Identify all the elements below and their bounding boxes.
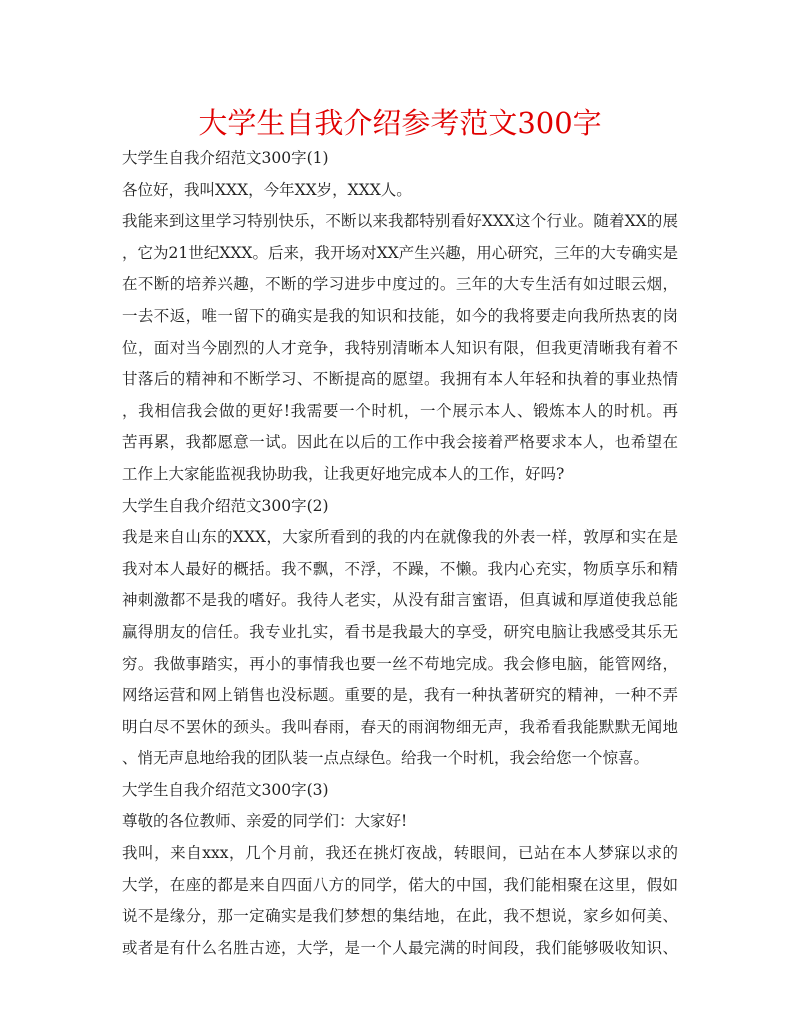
paragraph-line: 赢得朋友的信任。我专业扎实，看书是我最大的享受，研究电脑让我感受其乐无 (122, 622, 678, 641)
paragraph-line: 明白尽不罢休的颈头。我叫春雨，春天的雨润物细无声，我希看我能默默无闻地 (122, 717, 678, 736)
paragraph-line: 或者是有什么名胜古迹，大学，是一个人最完满的时间段，我们能够吸收知识、 (122, 938, 678, 957)
paragraph-line: 我叫，来自xxx，几个月前，我还在挑灯夜战，转眼间，已站在本人梦寐以求的 (122, 844, 678, 863)
paragraph-line: 一去不返，唯一留下的确实是我的知识和技能，如今的我将要走向我所热衷的岗 (122, 306, 678, 325)
paragraph-line: 苦再累，我都愿意一试。因此在以后的工作中我会接着严格要求本人，也希望在 (122, 433, 678, 452)
paragraph-line: 我是来自山东的XXX，大家所看到的我的内在就像我的外表一样，敦厚和实在是 (122, 528, 678, 547)
paragraph-line: 尊敬的各位教师、亲爱的同学们：大家好! (122, 812, 408, 831)
paragraph-line: 我能来到这里学习特别快乐，不断以来我都特别看好XXX这个行业。随着XX的展 (122, 212, 678, 231)
paragraph-line: 说不是缘分，那一定确实是我们梦想的集结地，在此，我不想说，家乡如何美、 (122, 907, 678, 926)
paragraph-line: 各位好，我叫XXX，今年XX岁，XXX人。 (122, 180, 412, 199)
paragraph-line: 在不断的培养兴趣，不断的学习进步中度过的。三年的大专生活有如过眼云烟， (122, 275, 678, 294)
paragraph-line: ，我相信我会做的更好!我需要一个时机，一个展示本人、锻炼本人的时机。再 (122, 401, 678, 420)
section-heading: 大学生自我介绍范文300字(3) (122, 780, 329, 799)
paragraph-line: 神刺激都不是我的嗜好。我待人老实，从没有甜言蜜语，但真诚和厚道使我总能 (122, 591, 678, 610)
paragraph-line: 甘落后的精神和不断学习、不断提高的愿望。我拥有本人年轻和执着的事业热情 (122, 370, 678, 389)
paragraph-line: 我对本人最好的概括。我不飘，不浮，不躁，不懒。我内心充实，物质享乐和精 (122, 559, 678, 578)
paragraph-line: ，它为21世纪XXX。后来，我开场对XX产生兴趣，用心研究，三年的大专确实是 (122, 243, 678, 262)
document-title: 大学生自我介绍参考范文300字 (198, 106, 602, 140)
section-heading: 大学生自我介绍范文300字(1) (122, 149, 329, 167)
paragraph-line: 网络运营和网上销售也没标题。重要的是，我有一种执著研究的精神，一种不弄 (122, 686, 678, 705)
paragraph-line: 穷。我做事踏实，再小的事情我也要一丝不苟地完成。我会修电脑，能管网络， (122, 654, 678, 673)
section-heading: 大学生自我介绍范文300字(2) (122, 496, 329, 515)
paragraph-line: 、悄无声息地给我的团队装一点点绿色。给我一个时机，我会给您一个惊喜。 (122, 749, 650, 768)
document-body (122, 143, 678, 964)
paragraph-line: 大学，在座的都是来自四面八方的同学，偌大的中国，我们能相聚在这里，假如 (122, 875, 678, 894)
paragraph-line: 工作上大家能监视我协助我，让我更好地完成本人的工作，好吗? (122, 464, 565, 483)
paragraph-line: 位，面对当今剧烈的人才竞争，我特别清晰本人知识有限，但我更清晰我有着不 (122, 338, 678, 357)
